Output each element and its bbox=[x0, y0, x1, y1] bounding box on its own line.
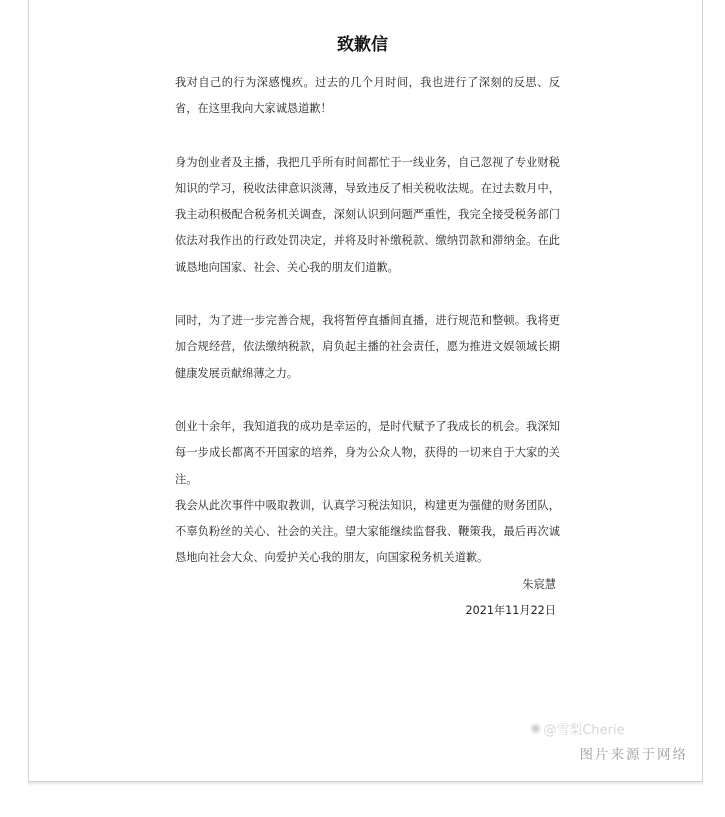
sheet-shadow bbox=[28, 782, 703, 786]
weibo-watermark bbox=[530, 719, 625, 738]
paragraph-1: 我对自己的行为深感愧疚。过去的几个月时间，我也进行了深刻的反思、反省，在这里我向大家诚恳道歉！ bbox=[175, 76, 560, 116]
paragraph-3: 同时，为了进一步完善合规，我将暂停直播间直播，进行规范和整顿。我将更加合规经营，依法缴纳税款，肩负起主播的社会责任，愿为推进文娱领域长期健康发展贡献绵薄之力。 bbox=[175, 314, 560, 380]
paragraph-2: 身为创业者及主播，我把几乎所有时间都忙于一线业务，自己忽视了专业财税知识的学习，税收法律意识淡薄，导致违反了相关税收法规。在过去数月中，我主动积极配合税务机关调查，深刻认识到问题严重性，我完全接受税务部门依法对我作出的行政处罚决定，并将及时补缴税款、缴纳罚款和滞纳金。在此诚恳地向国家、社会、关心我的朋友们道歉。 bbox=[175, 155, 560, 274]
paragraph-4: 创业十余年，我知道我的成功是幸运的，是时代赋予了我成长的机会。我深知每一步成长都离不开国家的培养，身为公众人物，获得的一切来自于大家的关注。 bbox=[175, 419, 560, 486]
image-source-note: 图片来源于网络 bbox=[579, 747, 688, 763]
letter-date: 2021年11月22日 bbox=[465, 604, 556, 617]
paragraph-5: 我会从此次事件中吸取教训，认真学习税法知识，构建更为强健的财务团队，不辜负粉丝的关心、社会的关注。望大家能继续监督我、鞭策我，最后再次诚恳地向社会大众、向爱护关心我的朋友，向国家税务机关道歉。 bbox=[175, 498, 560, 565]
letter-body bbox=[175, 70, 560, 572]
watermark-text: @雪梨Cherie bbox=[543, 723, 625, 738]
letter-title: 致歉信 bbox=[337, 35, 388, 55]
signature: 朱宸慧 bbox=[522, 578, 556, 591]
weibo-icon: ◉ bbox=[530, 721, 542, 736]
